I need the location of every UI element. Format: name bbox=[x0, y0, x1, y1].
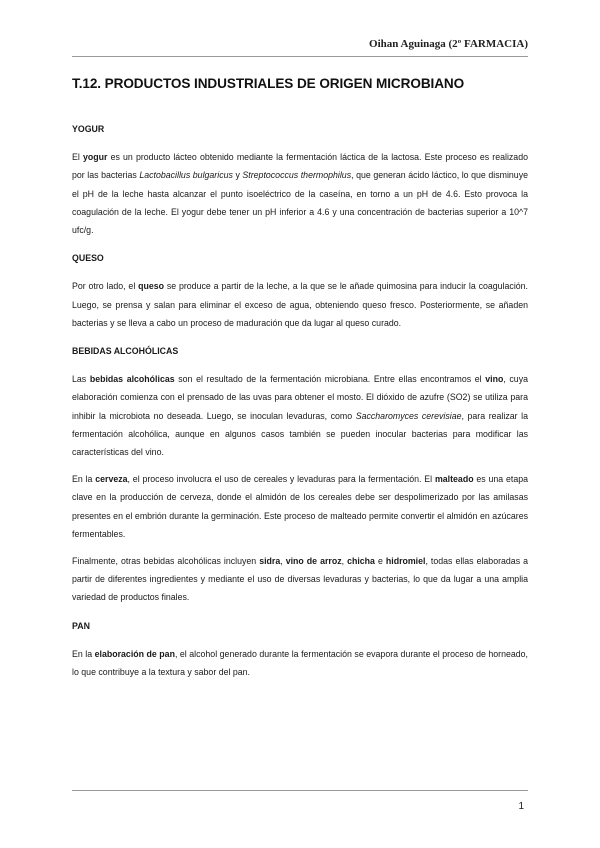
bold-term: vino de arroz bbox=[285, 556, 342, 567]
page-number: 1 bbox=[518, 801, 524, 812]
paragraph-bebidas-vino bbox=[72, 370, 528, 461]
text-run: Las bbox=[72, 374, 90, 385]
bold-term: queso bbox=[138, 281, 165, 292]
text-run: En la bbox=[72, 474, 96, 485]
header-divider bbox=[72, 56, 528, 57]
bold-term: hidromiel bbox=[385, 556, 426, 567]
bold-term: vino bbox=[485, 374, 504, 385]
header-author: Oihan Aguinaga (2º FARMACIA) bbox=[369, 38, 528, 50]
text-run: son el resultado de la fermentación microbiana. Entre ellas encontramos el bbox=[174, 374, 486, 385]
species-name: Saccharomyces cerevisiae bbox=[355, 410, 462, 421]
paragraph-bebidas-otras bbox=[72, 552, 528, 607]
document-title: T.12. PRODUCTOS INDUSTRIALES DE ORIGEN MICROBIANO bbox=[72, 76, 465, 91]
text-run: , todas ellas elaboradas a partir de diferentes ingredientes y mediante el uso de diversas levaduras y bacterias, lo que da lugar a una amplia variedad de productos finales. bbox=[72, 556, 529, 603]
bold-term: malteado bbox=[434, 474, 474, 485]
text-run: Por otro lado, el bbox=[72, 281, 139, 292]
text-run: se produce a partir de la leche, a la que se le añade quimosina para inducir la coagulación. Luego, se prensa y salan para eliminar el exceso de agua, obteniendo queso fresco. Posteriormente, se añaden bacterias y se lleva a cabo un proceso de maduración que da lugar al queso curado. bbox=[72, 281, 528, 328]
section-heading-queso: QUESO bbox=[72, 253, 104, 264]
text-run: , bbox=[341, 556, 348, 567]
paragraph-queso bbox=[72, 277, 528, 332]
text-run: es un producto lácteo obtenido mediante la fermentación láctica de la lactosa. Este proceso es realizado por las bacterias bbox=[72, 152, 528, 181]
bold-term: sidra bbox=[259, 556, 281, 567]
text-run: , para realizar la fermentación alcohólica, aunque en algunos casos también se pueden inocular bacterias para modificar las características del vino. bbox=[72, 410, 528, 458]
bold-term: cerveza bbox=[95, 474, 128, 485]
paragraph-pan bbox=[72, 645, 528, 681]
text-run: , cuya elaboración comienza con el prensado de las uvas para obtener el mosto. El dióxido de azufre (SO2) se utiliza para inhibir la microbiota no deseada. Luego, se inoculan levaduras, como bbox=[72, 374, 528, 421]
text-run: es una etapa clave en la producción de cerveza, donde el almidón de los cereales debe ser despolimerizado por las amilasas presentes en el embrión durante la germinación. Este proceso de malteado permite convertir el almidón en azúcares fermentables. bbox=[72, 474, 529, 539]
footer-divider bbox=[72, 790, 528, 791]
section-heading-bebidas: BEBIDAS ALCOHÓLICAS bbox=[72, 346, 179, 357]
paragraph-bebidas-cerveza bbox=[72, 470, 528, 543]
text-run: y bbox=[232, 170, 243, 181]
text-run: En la bbox=[72, 648, 95, 659]
bold-term: yogur bbox=[82, 152, 108, 163]
document-body bbox=[72, 120, 528, 681]
text-run: , bbox=[280, 556, 286, 567]
species-name: Streptococcus thermophilus bbox=[242, 170, 352, 181]
bold-term: elaboración de pan bbox=[94, 648, 175, 659]
bold-term: chicha bbox=[347, 556, 375, 567]
text-run: Finalmente, otras bebidas alcohólicas incluyen bbox=[72, 556, 260, 567]
text-run: , que generan ácido láctico, lo que disminuye el pH de la leche hasta alcanzar el punto isoeléctrico de la caseína, en torno a un pH de 4.6. Esto provoca la coagulación de la leche. El yogur debe tener un pH inferior a 4.6 y una concentración de bacterias superior a 10^7 ufc/g. bbox=[72, 170, 528, 236]
text-run: El bbox=[72, 152, 83, 163]
paragraph-yogur bbox=[72, 148, 528, 239]
text-run: e bbox=[374, 556, 386, 567]
species-name: Lactobacillus bulgaricus bbox=[139, 170, 233, 181]
text-run: , el proceso involucra el uso de cereales y levaduras para la fermentación. El bbox=[127, 474, 435, 485]
section-heading-yogur: YOGUR bbox=[72, 124, 105, 134]
text-run: , el alcohol generado durante la fermentación se evapora durante el proceso de horneado, lo que contribuye a la textura y sabor del pan. bbox=[72, 648, 528, 678]
section-heading-pan: PAN bbox=[72, 620, 90, 631]
bold-term: bebidas alcohólicas bbox=[89, 374, 175, 385]
